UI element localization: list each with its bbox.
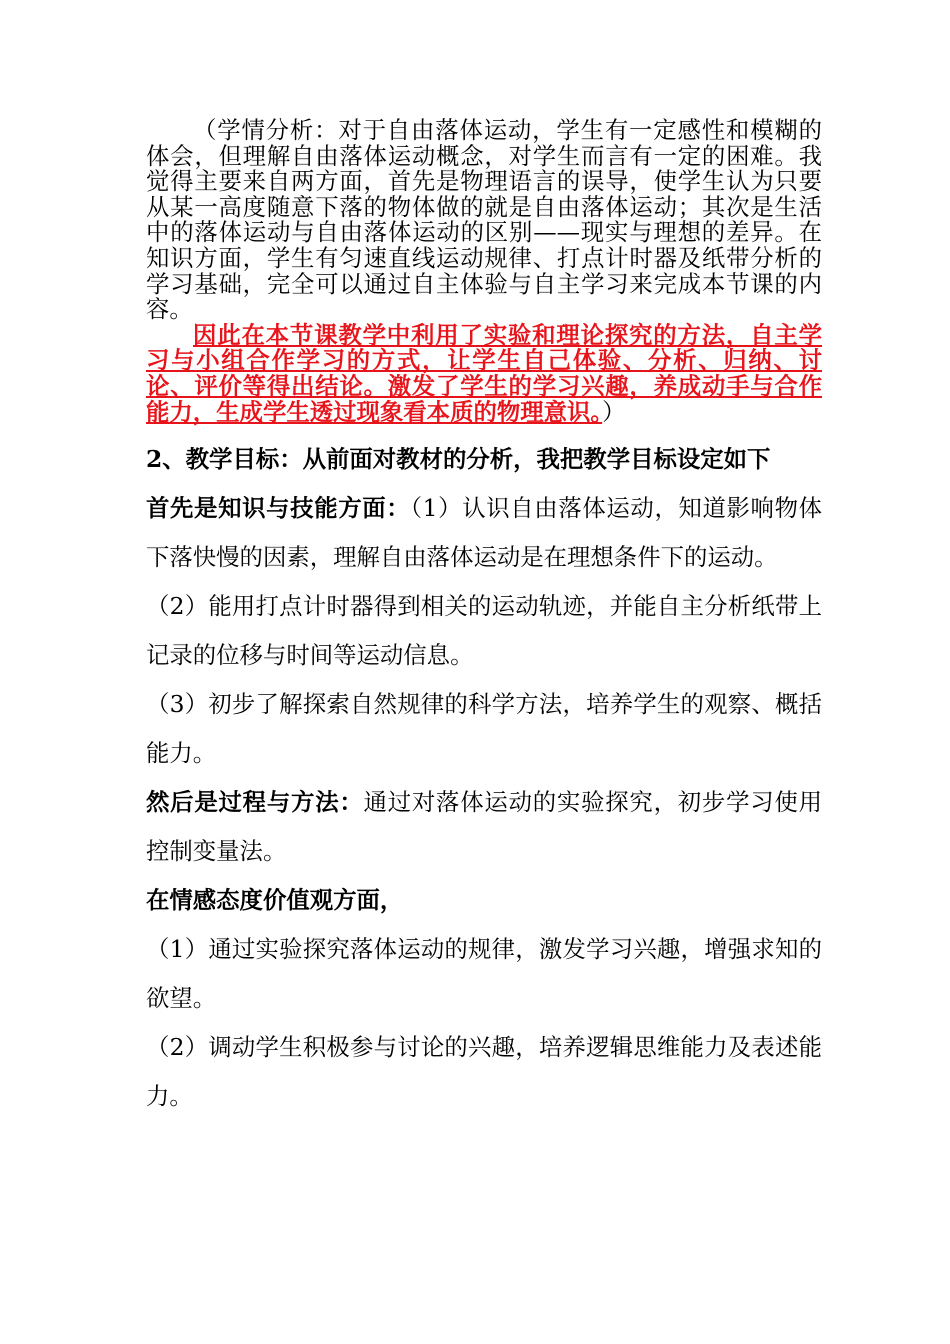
emotion-objective-1: （1）通过实验探究落体运动的规律，激发学习兴趣，增强求知的欲望。 [146,935,822,1013]
document-page [146,118,822,1121]
process-objective [146,778,822,876]
process-text: 通过对落体运动的实验探究，初步学习使用控制变量法。 [146,788,823,866]
teaching-method-highlight: 因此在本节课教学中利用了实验和理论探究的方法，自主学习与小组合作学习的方式，让学生自己体验、分析、归纳、讨论、评价等得出结论。激发了学生的学习兴趣，养成动手与合作能力，生成学生透过现象看本质的物理意识。 [146,320,822,426]
knowledge-item-1: （1）认识自由落体运动，知道影响物体下落快慢的因素，理解自由落体运动是在理想条件下的运动。 [146,494,823,572]
knowledge-objective-3: （3）初步了解探索自然规律的科学方法，培养学生的观察、概括能力。 [146,690,822,768]
knowledge-objective-1 [146,484,822,582]
objectives-heading: 2、教学目标：从前面对教材的分析，我把教学目标设定如下 [146,445,771,474]
process-label: 然后是过程与方法： [146,788,364,817]
knowledge-objective-2: （2）能用打点计时器得到相关的运动轨迹，并能自主分析纸带上记录的位移与时间等运动信息。 [146,592,822,670]
knowledge-label: 首先是知识与技能方面： [146,494,411,523]
closing-paren: ） [602,397,626,426]
teaching-method-paragraph [146,320,822,426]
learning-analysis-paragraph: （学情分析：对于自由落体运动，学生有一定感性和模糊的体会，但理解自由落体运动概念，对学生而言有一定的困难。我觉得主要来自两方面，首先是物理语言的误导，使学生认为只要从某一高度随意下落的物体做的就是自由落体运动；其次是生活中的落体运动与自由落体运动的区别——现实与理想的差异。在知识方面，学生有匀速直线运动规律、打点计时器及纸带分析的学习基础，完全可以通过自主体验与自主学习来完成本节课的内容。 [146,116,822,324]
emotion-label: 在情感态度价值观方面， [146,886,404,915]
emotion-objective-2: （2）调动学生积极参与讨论的兴趣，培养逻辑思维能力及表述能力。 [146,1033,822,1111]
